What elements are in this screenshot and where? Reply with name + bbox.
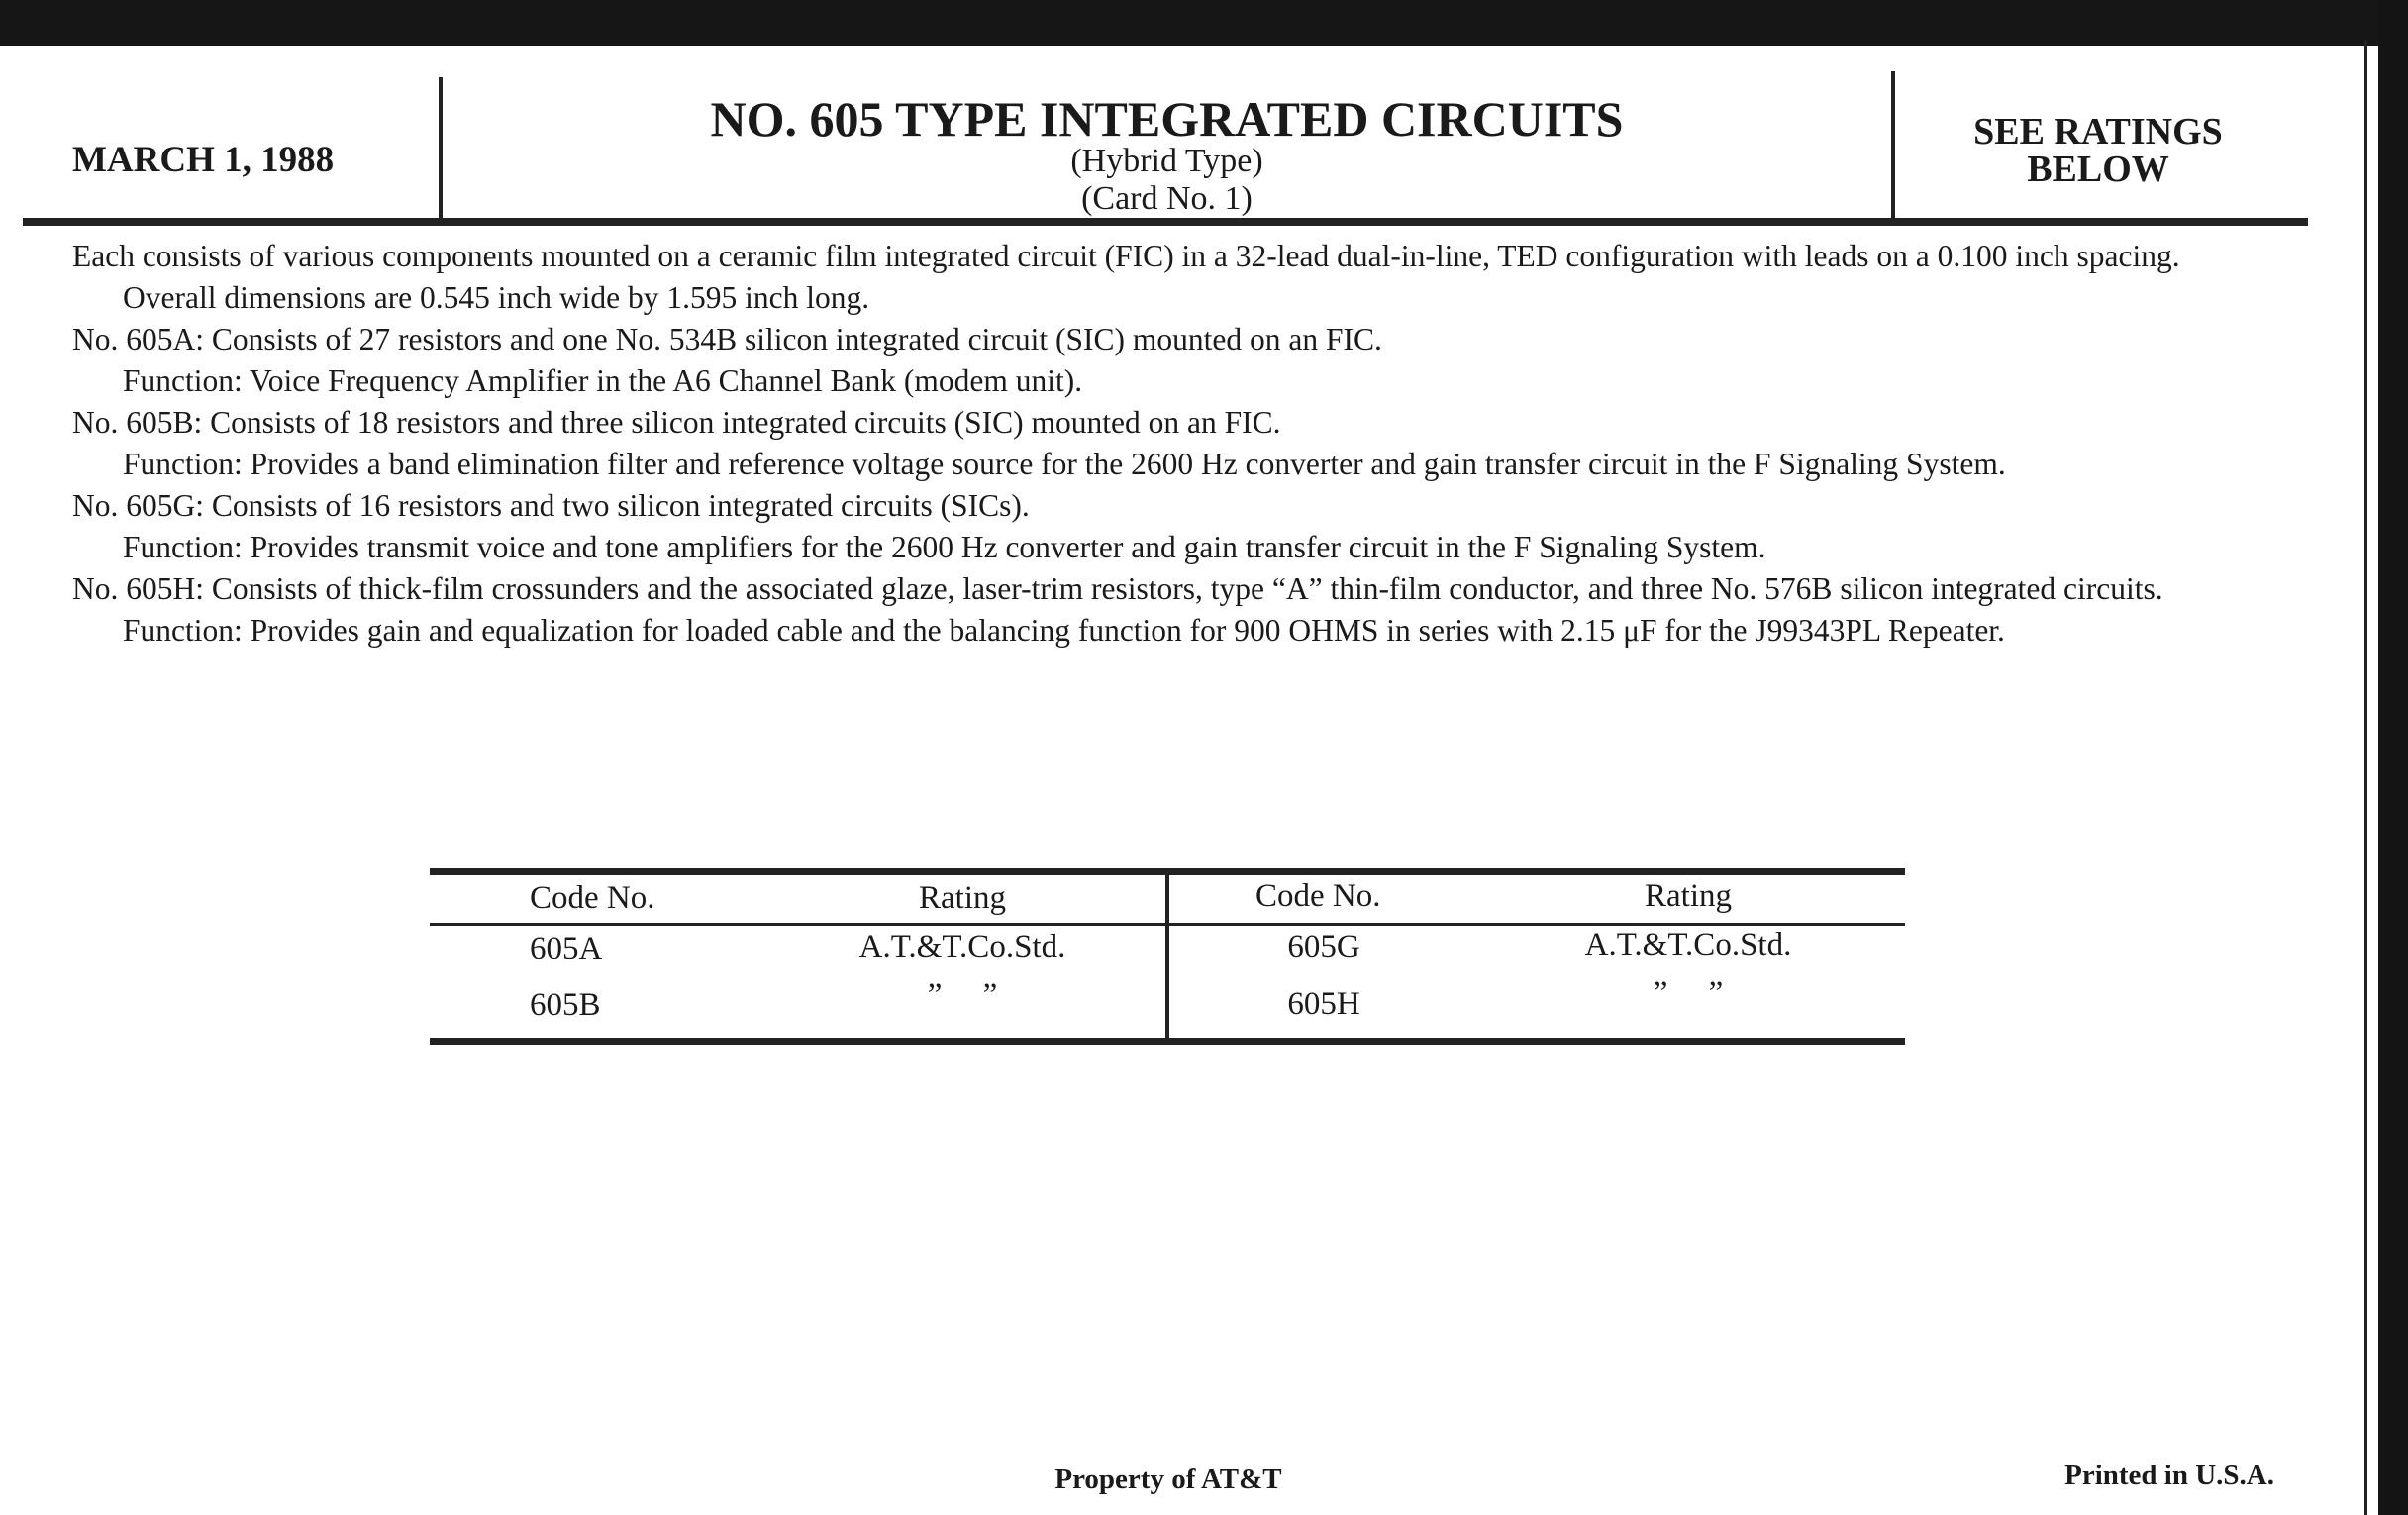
rating-cell: A.T.&T.Co.Std.	[858, 929, 1066, 964]
issue-date: MARCH 1, 1988	[72, 140, 335, 180]
item-605a-function: Function: Voice Frequency Amplifier in the A6 Channel Bank (modem unit).	[123, 363, 1083, 398]
footer-property: Property of AT&T	[1054, 1464, 1282, 1495]
item-605b-function: Function: Provides a band elimination filter and reference voltage source for the 2600 Hz converter and gain transfer circuit in the F Signaling System.	[123, 447, 2006, 481]
item-605g-function: Function: Provides transmit voice and tone amplifiers for the 2600 Hz converter and gain transfer circuit in the F Signaling System.	[123, 530, 1766, 564]
code-cell: 605B	[530, 987, 601, 1023]
page-subtitle: (Hybrid Type)	[1070, 143, 1263, 179]
table-header-code-1: Code No.	[530, 880, 655, 916]
card-edge	[2364, 40, 2367, 1515]
scan-border-top	[0, 0, 2408, 46]
code-cell: 605G	[1287, 929, 1360, 964]
rating-cell: A.T.&T.Co.Std.	[1584, 927, 1792, 962]
ditto-cell: ” ”	[927, 977, 998, 1013]
footer-printed: Printed in U.S.A.	[2064, 1460, 2274, 1491]
item-605h-function: Function: Provides gain and equalization for loaded cable and the balancing function for 900 OHMS in series with 2.15 μF for the J99343PL Repeater.	[123, 613, 2005, 648]
table-center-divider	[1165, 871, 1169, 1042]
description-body	[72, 236, 2262, 652]
item-605a-description: No. 605A: Consists of 27 resistors and one No. 534B silicon integrated circuit (SIC) mounted on an FIC.	[72, 322, 1382, 356]
card-number: (Card No. 1)	[1081, 180, 1253, 217]
item-605b-description: No. 605B: Consists of 18 resistors and three silicon integrated circuits (SIC) mounted on an FIC.	[72, 405, 1281, 440]
ditto-cell: ” ”	[1653, 975, 1724, 1011]
dimensions-paragraph: Overall dimensions are 0.545 inch wide by 1.595 inch long.	[123, 280, 870, 315]
ratings-note-line1: SEE RATINGS	[1973, 111, 2223, 152]
table-header-code-2: Code No.	[1255, 878, 1381, 914]
code-cell: 605A	[530, 931, 603, 966]
item-605g-description: No. 605G: Consists of 16 resistors and two silicon integrated circuits (SICs).	[72, 488, 1030, 523]
ratings-note-line2: BELOW	[2027, 149, 2169, 190]
code-cell: 605H	[1287, 986, 1360, 1022]
scan-border-right	[2378, 0, 2408, 1515]
header-rule	[23, 218, 2308, 226]
page-title: NO. 605 TYPE INTEGRATED CIRCUITS	[710, 91, 1624, 147]
intro-paragraph: Each consists of various components mounted on a ceramic film integrated circuit (FIC) in a 32-lead dual-in-line, TED configuration with leads on a 0.100 inch spacing.	[72, 239, 2180, 273]
table-header-rating-2: Rating	[1645, 878, 1732, 914]
ratings-note	[1897, 113, 2299, 188]
table-header-rating-1: Rating	[919, 880, 1006, 916]
item-605h-description: No. 605H: Consists of thick-film crossunders and the associated glaze, laser-trim resistors, type “A” thin-film conductor, and three No. 576B silicon integrated circuits.	[72, 571, 2163, 606]
header-divider-right	[1891, 71, 1895, 220]
